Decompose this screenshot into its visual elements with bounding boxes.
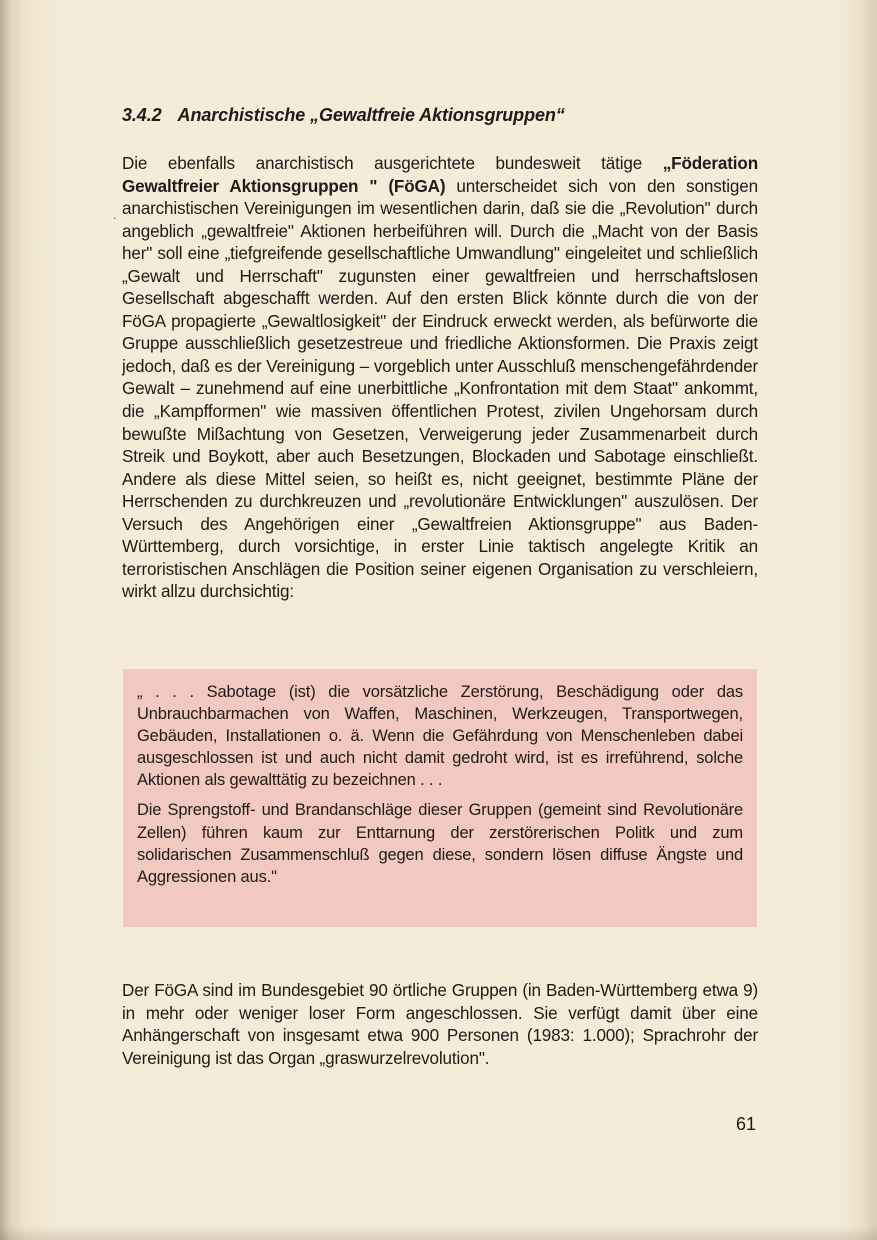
paragraph-main-text: unterscheidet sich von den sonstigen anarchistischen Vereinigungen im wesentlichen darin, daß sie die „Revolution" durch angeblich „gewaltfreie" Aktionen herbeiführen will. Durch die „Macht von der Basis her" soll eine „tiefgreifende gesellschaftliche Umwandlung" eingeleitet und schließlich „Gewalt und Herrschaft" zugunsten einer gewaltfreien und herrschaftslosen Gesellschaft abgeschafft werden. Auf den ersten Blick könnte durch die von der FöGA propagierte „Gewaltlosigkeit" der Eindruck erweckt werden, als befürworte die Gruppe ausschließlich gesetzestreue und friedliche Aktionsformen. Die Praxis zeigt jedoch, daß es der Vereinigung – vorgeblich unter Ausschluß menschengefährdender Gewalt – zunehmend auf eine unerbittliche „Konfrontation mit dem Staat" ankommt, die „Kampfformen" wie massiven öffentlichen Protest, zivilen Ungehorsam durch bewußte Mißachtung von Gesetzen, Verweigerung jeder Zusammenarbeit durch Streik und Boykott, aber auch Besetzungen, Blockaden und Sabotage einschließt. Andere als diese Mittel seien, so heißt es, nicht geeignet, bestimmte Pläne der Herrschenden zu durchkreuzen und „revolutionäre Entwicklungen" auszulösen. Der Versuch des Angehörigen einer „Gewaltfreien Aktionsgruppe" aus Baden-Württemberg, durch vorsichtige, in erster Linie taktisch angelegte Kritik an terroristischen Anschlägen die Position seiner eigenen Organisation zu verschleiern, wirkt allzu durchsichtig:	[122, 176, 758, 602]
body-paragraph-foega-groups: Der FöGA sind im Bundesgebiet 90 örtliche Gruppen (in Baden-Württemberg etwa 9) in mehr oder weniger loser Form angeschlossen. Sie verfügt damit über eine Anhängerschaft von insgesamt etwa 900 Personen (1983: 1.000); Sprachrohr der Vereinigung ist das Organ „graswurzelrevolution".	[122, 981, 758, 1068]
highlighted-quote-block	[123, 669, 757, 927]
section-number: 3.4.2	[122, 105, 162, 125]
section-title: Anarchistische „Gewaltfreie Aktionsgruppen“	[177, 105, 565, 125]
main-text-column	[122, 101, 758, 604]
quote-paragraph-sabotage: „ . . . Sabotage (ist) die vorsätzliche Zerstörung, Beschädigung oder das Unbrauchbarmachen von Waffen, Maschinen, Werkzeugen, Transportwegen, Gebäuden, Installationen o. ä. Wenn die Gefährdung von Menschenleben dabei ausgeschlossen ist und auch nicht damit gedroht wird, ist es irreführend, solche Aktionen als gewalttätig zu bezeichnen . . .	[137, 683, 743, 790]
paragraph-lead-text: Die ebenfalls anarchistisch ausgerichtete bundesweit tätige	[122, 154, 663, 173]
margin-dot-mark: .	[113, 208, 117, 222]
page-number: 61	[735, 1114, 756, 1134]
section-heading	[122, 101, 758, 129]
organization-name: „Föderation Gewaltfreier Aktionsgruppen " (FöGA)	[122, 154, 758, 196]
body-paragraph-foega-description	[122, 153, 758, 604]
closing-text-block	[122, 980, 758, 1070]
quote-paragraph-attacks: Die Sprengstoff- und Brandanschläge dieser Gruppen (gemeint sind Revolutionäre Zellen) führen kaum zur Enttarnung der zerstörerischen Politk und zum solidarischen Zusammenschluß gegen diese, sondern lösen diffuse Ängste und Aggressionen aus."	[137, 801, 743, 886]
